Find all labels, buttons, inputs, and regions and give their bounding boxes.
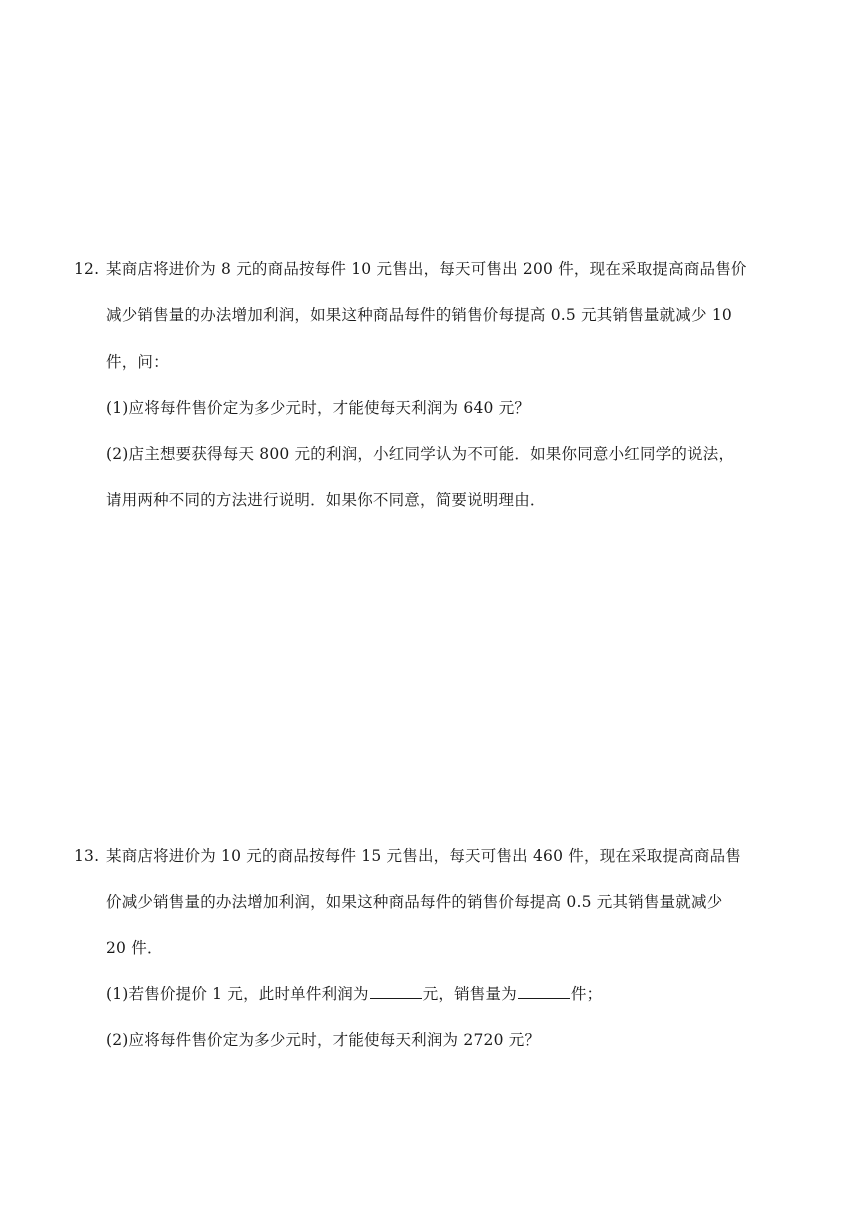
problem-stem-line: 20 件． — [106, 939, 163, 957]
sub-question-1: (1)应将每件售价定为多少元时，才能使每天利润为 640 元？ — [106, 399, 531, 417]
sub-question-1-part-c: 件； — [570, 985, 603, 1003]
sub-question-1-part-b: 元，销售量为 — [422, 985, 517, 1003]
problem-number: 13. — [74, 847, 100, 865]
answer-blank-unit-profit[interactable] — [370, 984, 422, 999]
sub-question-2: (2)应将每件售价定为多少元时，才能使每天利润为 2720 元？ — [106, 1031, 541, 1049]
problem-number: 12. — [74, 260, 100, 278]
problem-stem-line: 件，问： — [106, 353, 169, 371]
answer-blank-sales-volume[interactable] — [518, 984, 570, 999]
problem-stem-line: 某商店将进价为 10 元的商品按每件 15 元售出，每天可售出 460 件，现在采取提高商品售 — [106, 847, 741, 865]
problem-stem-line: 减少销售量的办法增加利润，如果这种商品每件的销售价每提高 0.5 元其销售量就减少 10 — [106, 306, 732, 324]
sub-question-2-continued: 请用两种不同的方法进行说明．如果你不同意，简要说明理由． — [106, 491, 546, 509]
problem-stem-line: 价减少销售量的办法增加利润，如果这种商品每件的销售价每提高 0.5 元其销售量就减少 — [106, 893, 723, 911]
sub-question-1 — [106, 984, 602, 1004]
sub-question-2: (2)店主想要获得每天 800 元的利润，小红同学认为不可能．如果你同意小红同学的说法， — [106, 445, 735, 463]
problem-stem-line: 某商店将进价为 8 元的商品按每件 10 元售出，每天可售出 200 件，现在采取提高商品售价 — [106, 260, 747, 278]
sub-question-1-part-a: (1)若售价提价 1 元，此时单件利润为 — [106, 985, 369, 1003]
